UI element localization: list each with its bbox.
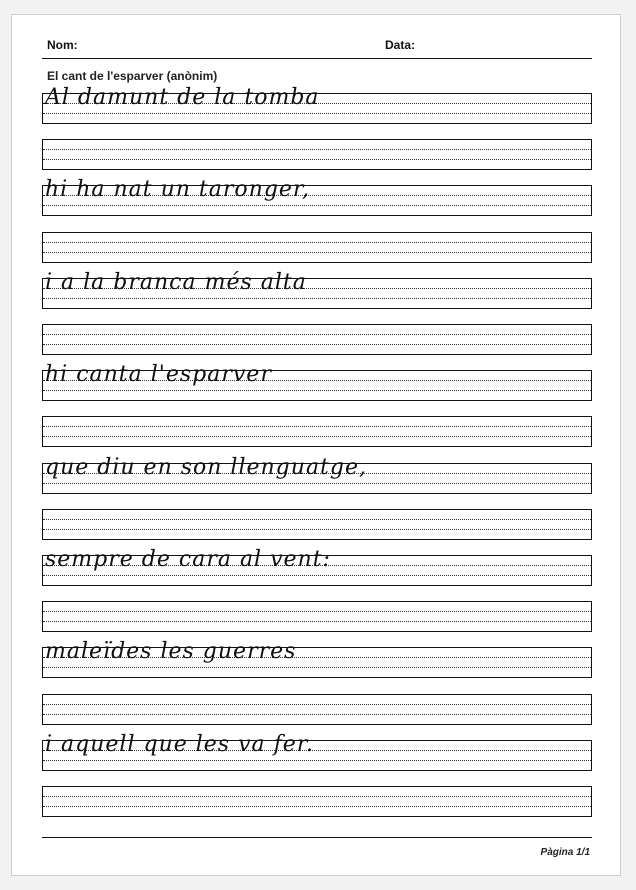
guide-line — [43, 760, 591, 761]
practice-line-box — [42, 139, 592, 170]
guide-line — [43, 483, 591, 484]
guide-line — [43, 611, 591, 612]
practice-line-box — [42, 509, 592, 540]
model-line-box — [42, 362, 592, 401]
model-line-box — [42, 454, 592, 494]
guide-line — [43, 390, 591, 391]
guide-line — [43, 575, 591, 576]
cursive-model-text: que diu en son llenguatge, — [45, 454, 367, 480]
model-line-box — [42, 177, 592, 216]
cursive-model-text: Al damunt de la tomba — [45, 85, 320, 110]
cursive-model-text: i aquell que les va fer. — [45, 731, 314, 757]
guide-line — [43, 298, 591, 299]
guide-line — [43, 704, 591, 705]
cursive-model-text: hi ha nat un taronger, — [45, 177, 311, 203]
page-number: Pàgina 1/1 — [540, 847, 590, 858]
guide-line — [43, 796, 591, 797]
cursive-model-text: i a la branca més alta — [45, 269, 307, 295]
guide-line — [43, 159, 591, 160]
model-line-box — [42, 547, 592, 586]
header-divider — [42, 58, 592, 59]
guide-line — [43, 344, 591, 345]
worksheet-page — [11, 14, 621, 876]
guide-line — [43, 621, 591, 622]
guide-line — [43, 149, 591, 150]
practice-line-box — [42, 786, 592, 817]
name-label: Nom: — [47, 38, 78, 52]
guide-line — [43, 667, 591, 668]
guide-line — [43, 252, 591, 253]
guide-line — [43, 436, 591, 437]
guide-line — [43, 113, 591, 114]
guide-line — [43, 242, 591, 243]
practice-line-box — [42, 694, 592, 725]
guide-line — [43, 205, 591, 206]
footer-divider — [42, 837, 592, 838]
guide-line — [43, 519, 591, 520]
guide-line — [43, 714, 591, 715]
date-label: Data: — [385, 38, 416, 52]
practice-line-box — [42, 601, 592, 632]
practice-line-box — [42, 232, 592, 263]
guide-line — [43, 529, 591, 530]
worksheet-title: El cant de l'esparver (anònim) — [47, 69, 218, 83]
guide-line — [43, 806, 591, 807]
cursive-model-text: maleïdes les guerres — [45, 639, 297, 665]
cursive-model-text: sempre de cara al vent: — [45, 547, 331, 572]
model-line-box — [42, 731, 592, 771]
cursive-model-text: hi canta l'esparver — [45, 362, 272, 388]
practice-line-box — [42, 324, 592, 355]
guide-line — [43, 426, 591, 427]
model-line-box — [42, 269, 592, 309]
practice-line-box — [42, 416, 592, 447]
guide-line — [43, 334, 591, 335]
model-line-box — [42, 639, 592, 678]
model-line-box — [42, 85, 592, 124]
